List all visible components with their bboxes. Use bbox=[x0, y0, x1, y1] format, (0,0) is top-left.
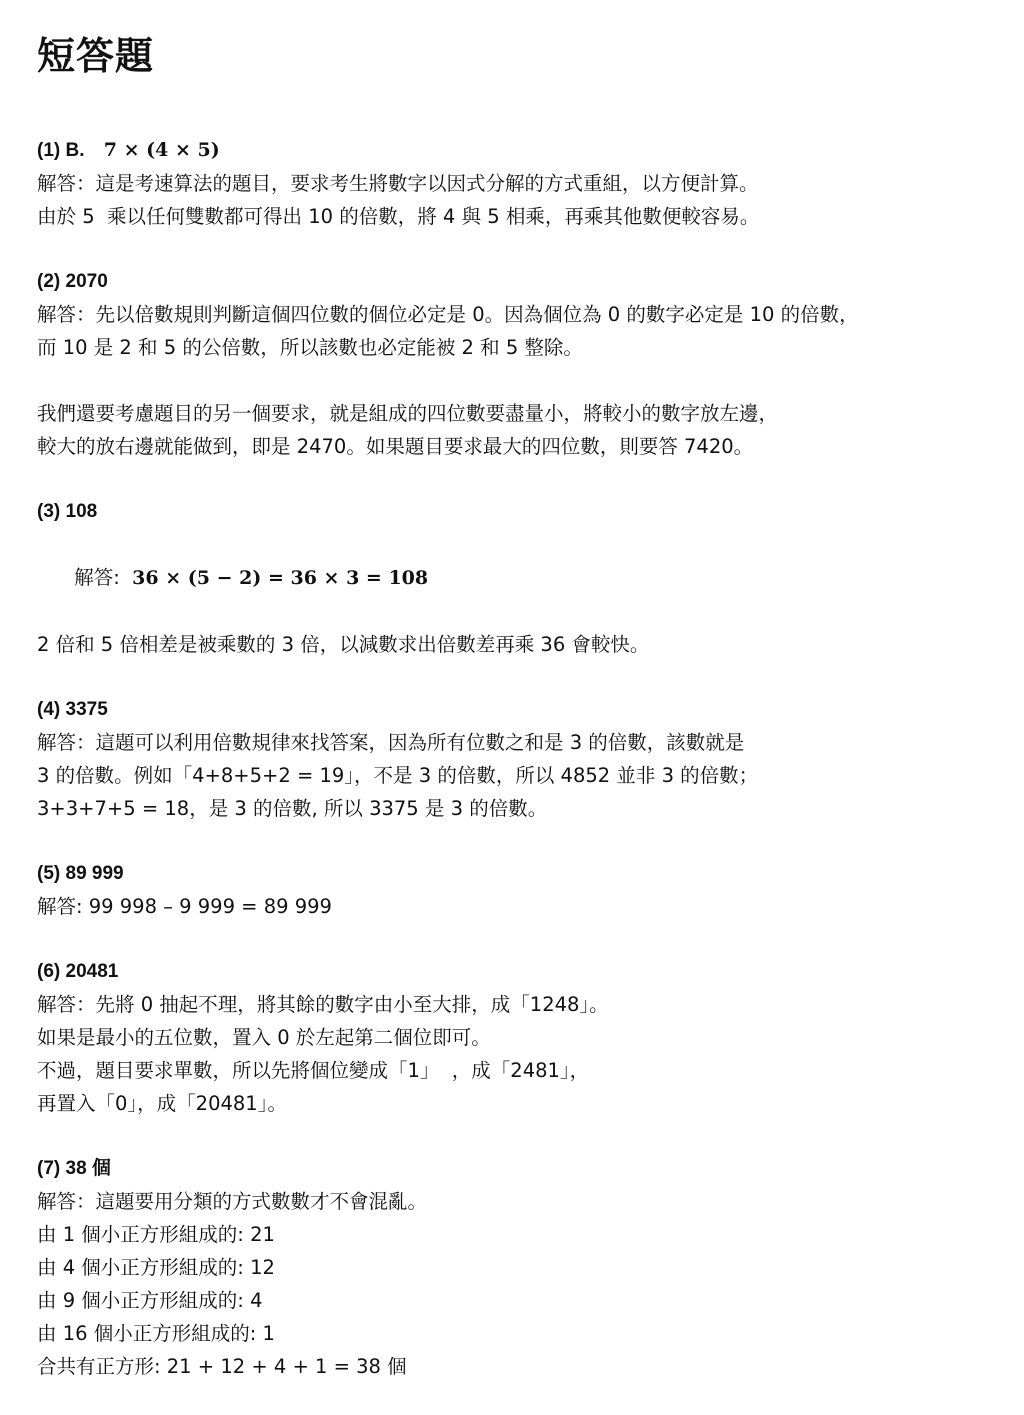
answer-line: 我們還要考慮題目的另一個要求，就是組成的四位數要盡量小，將較小的數字放左邊， bbox=[37, 402, 779, 425]
answer-section-7 bbox=[37, 1152, 994, 1383]
answer-section-4 bbox=[37, 693, 994, 825]
answer-line: 2 倍和 5 倍相差是被乘數的 3 倍，以減數求出倍數差再乘 36 會較快。 bbox=[37, 633, 650, 656]
answer-line: 解答: 99 998 – 9 999 = 89 999 bbox=[37, 895, 332, 918]
answer-section-1 bbox=[37, 134, 994, 233]
answer-line: 再置入「0」，成「20481」。 bbox=[37, 1092, 287, 1115]
answer-line: 由於 5 乘以任何雙數都可得出 10 的倍數，將 4 與 5 相乘，再乘其他數便較容易。 bbox=[37, 205, 760, 228]
answer-line: 由 1 個小正方形組成的: 21 bbox=[37, 1223, 275, 1246]
answer-line: 由 16 個小正方形組成的: 1 bbox=[37, 1322, 275, 1345]
answer-line: 3+3+7+5 = 18，是 3 的倍數, 所以 3375 是 3 的倍數。 bbox=[37, 797, 548, 820]
paragraph-gap bbox=[37, 364, 994, 397]
document-page bbox=[37, 28, 994, 1415]
answer-section-5 bbox=[37, 857, 994, 923]
page-title: 短答題 bbox=[37, 33, 155, 78]
question-heading: (7) 38 個 bbox=[37, 1158, 111, 1179]
question-heading: (4) 3375 bbox=[37, 699, 108, 720]
answer-line: 解答：這題可以利用倍數規律來找答案，因為所有位數之和是 3 的倍數，該數就是 bbox=[37, 731, 745, 754]
answer-section-3 bbox=[37, 495, 994, 661]
answer-line: 由 4 個小正方形組成的: 12 bbox=[37, 1256, 275, 1279]
answer-line: 解答：先將 0 抽起不理，將其餘的數字由小至大排，成「1248」。 bbox=[37, 993, 609, 1016]
answer-line: 如果是最小的五位數，置入 0 於左起第二個位即可。 bbox=[37, 1026, 491, 1049]
answer-line: 不過，題目要求單數，所以先將個位變成「1」 ，成「2481」， bbox=[37, 1059, 590, 1082]
question-heading: (6) 20481 bbox=[37, 961, 119, 982]
answer-line: 而 10 是 2 和 5 的公倍數，所以該數也必定能被 2 和 5 整除。 bbox=[37, 336, 583, 359]
answer-section-2 bbox=[37, 265, 994, 463]
math-expression: 36 × (5 − 2) = 36 × 3 = 108 bbox=[132, 567, 429, 589]
question-heading: (3) 108 bbox=[37, 501, 98, 522]
question-heading bbox=[37, 134, 994, 167]
answer-line: 合共有正方形: 21 + 12 + 4 + 1 = 38 個 bbox=[37, 1355, 407, 1378]
answer-line: 解答：先以倍數規則判斷這個四位數的個位必定是 0。因為個位為 0 的數字必定是 10 的倍數， bbox=[37, 303, 859, 326]
answer-line: 由 9 個小正方形組成的: 4 bbox=[37, 1289, 263, 1312]
answer-label: 解答: bbox=[74, 566, 133, 589]
question-heading: (2) 2070 bbox=[37, 271, 108, 292]
math-expression: 7 × (4 × 5) bbox=[103, 139, 220, 161]
answer-section-6 bbox=[37, 955, 994, 1120]
answer-line: 解答：這題要用分類的方式數數才不會混亂。 bbox=[37, 1190, 428, 1213]
answer-line: 3 的倍數。例如「4+8+5+2 = 19」，不是 3 的倍數，所以 4852 並非 3 的倍數； bbox=[37, 764, 759, 787]
question-heading: (5) 89 999 bbox=[37, 863, 124, 884]
answer-line bbox=[37, 528, 994, 628]
answer-line: 解答：這是考速算法的題目，要求考生將數字以因式分解的方式重組，以方便計算。 bbox=[37, 172, 759, 195]
question-number: (1) B. bbox=[37, 140, 85, 161]
answer-line: 較大的放右邊就能做到，即是 2470。如果題目要求最大的四位數，則要答 7420。 bbox=[37, 435, 754, 458]
